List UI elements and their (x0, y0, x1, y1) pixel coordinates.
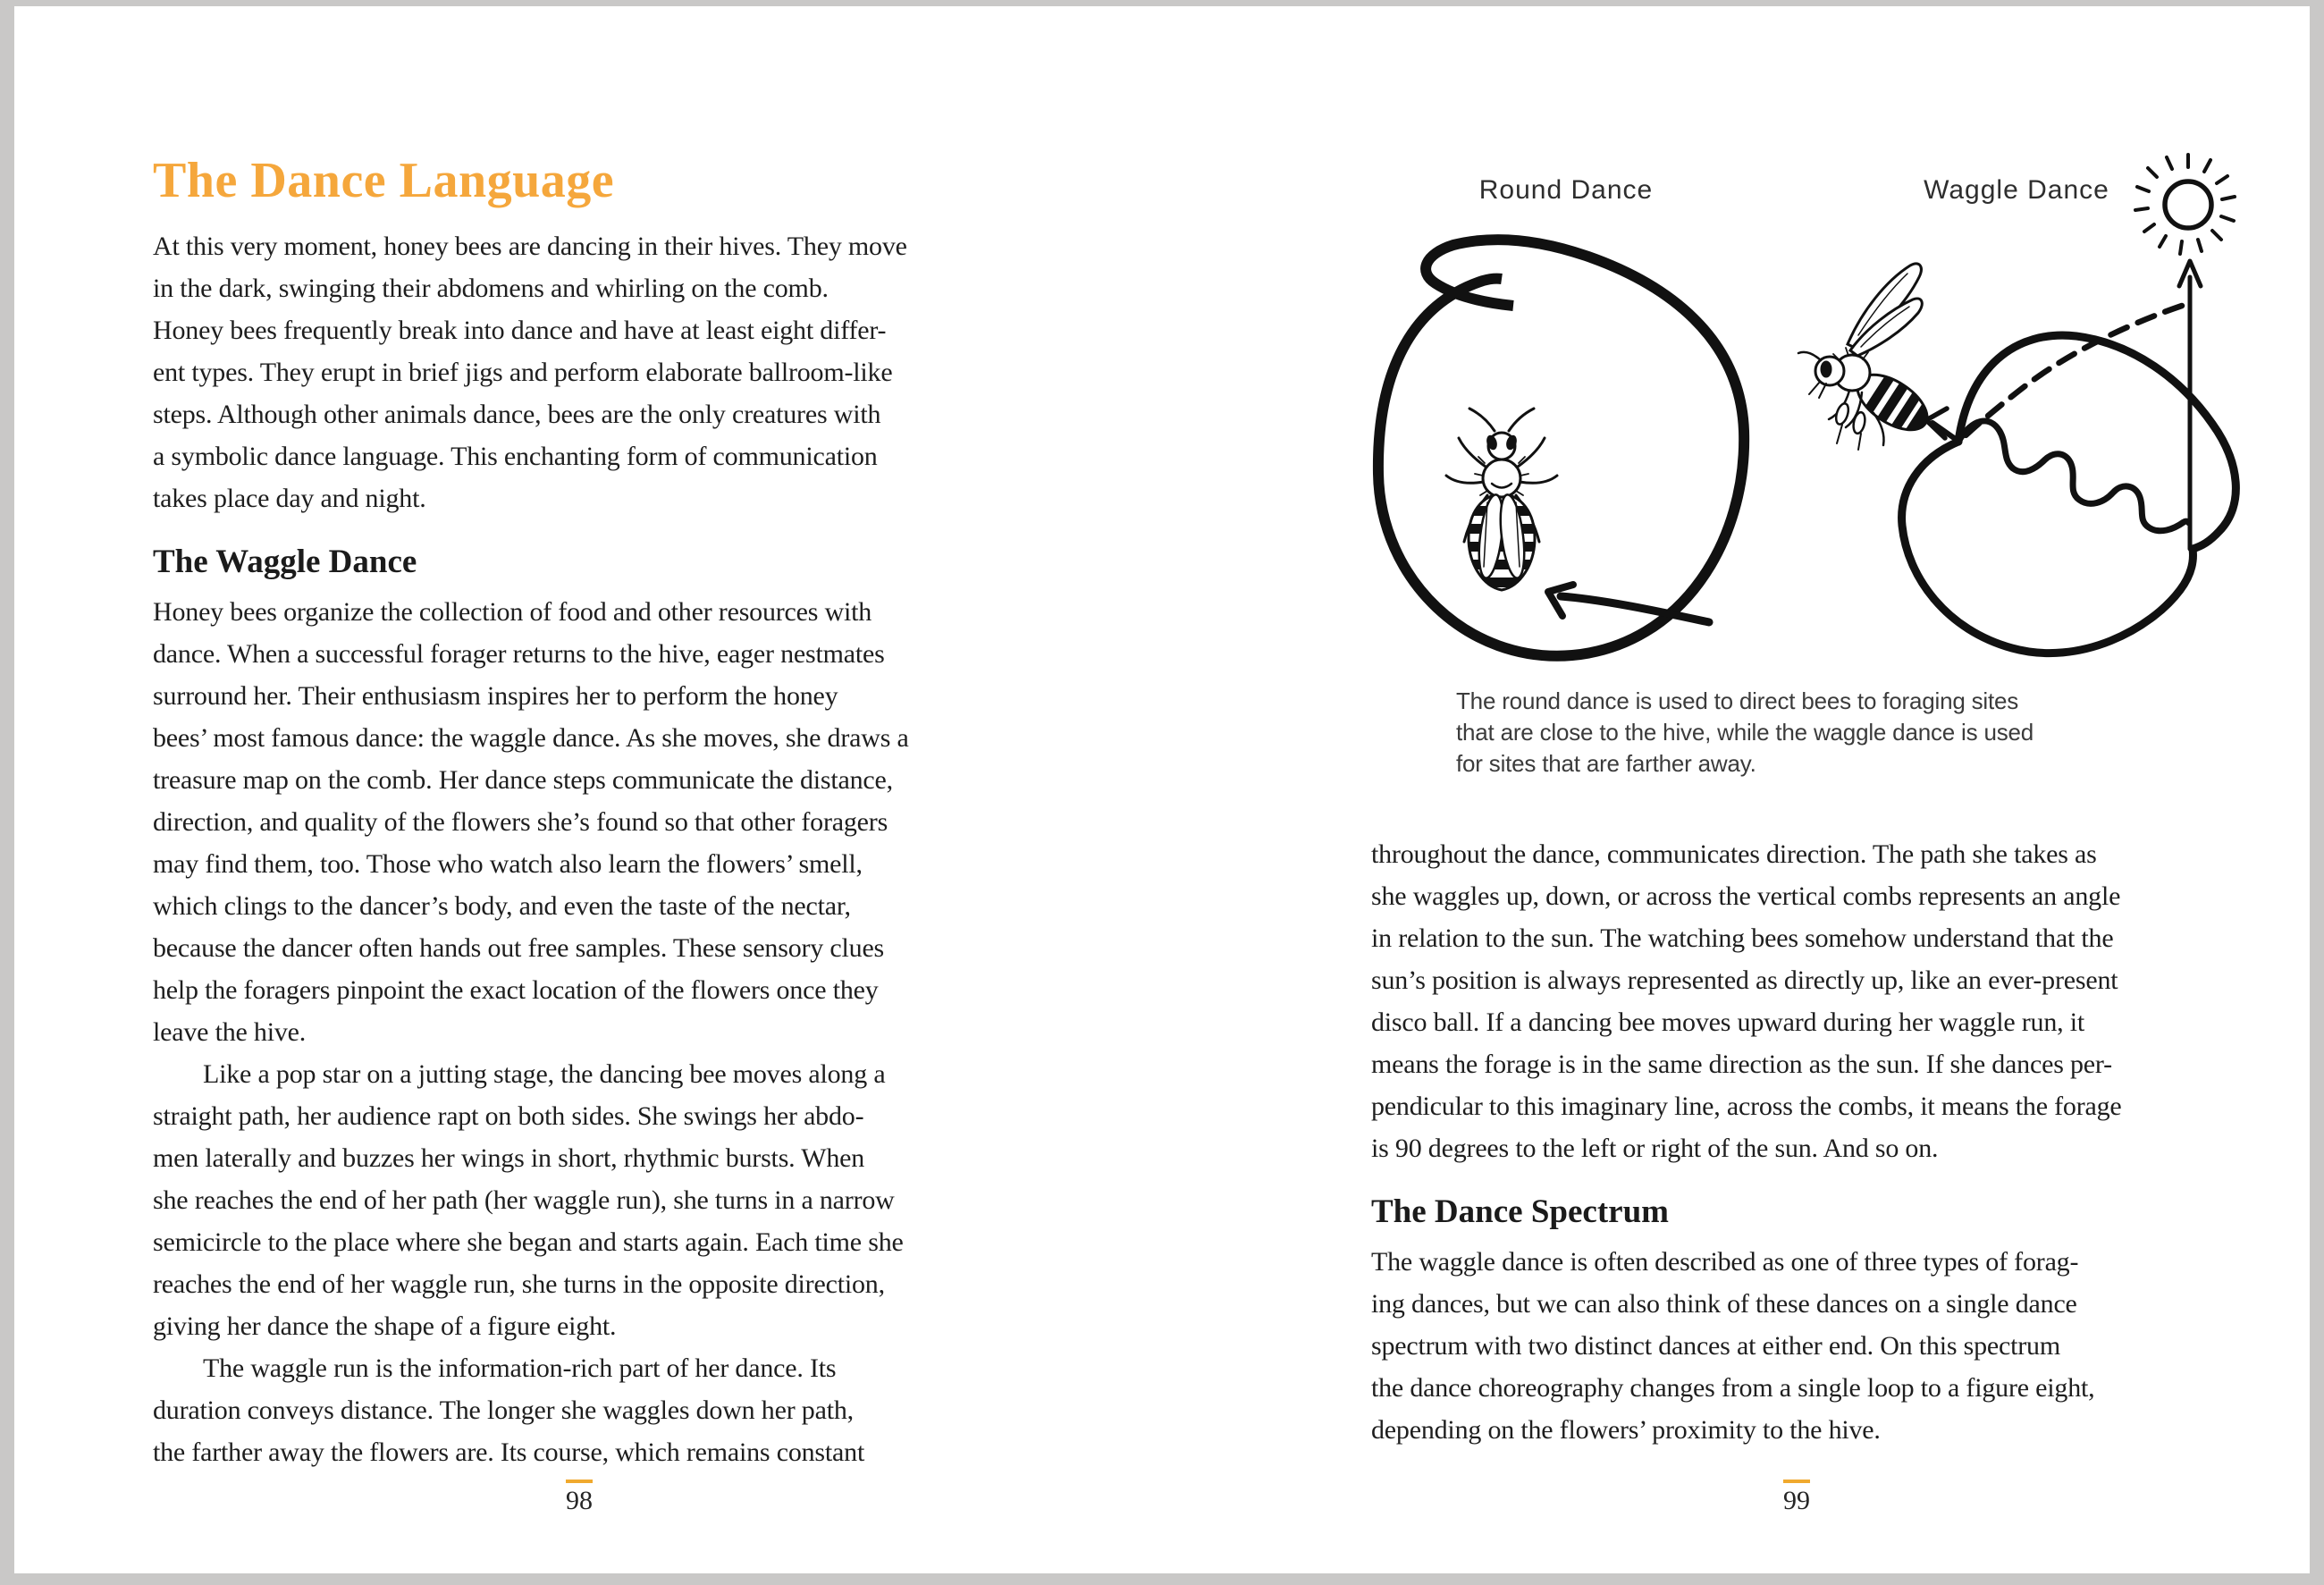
left-page-column (153, 152, 1009, 1473)
text-line: men laterally and buzzes her wings in short, rhythmic bursts. When (153, 1143, 865, 1173)
text-line: At this very moment, honey bees are dancing in their hives. They move (153, 232, 907, 261)
right-page-folio (1734, 1480, 1859, 1514)
text-line: direction, and quality of the flowers she’s found so that other foragers (153, 807, 888, 837)
text-line: duration conveys distance. The longer she waggles down her path, (153, 1395, 854, 1425)
waggle-paragraph-1 (153, 591, 1009, 1053)
text-line: giving her dance the shape of a figure eight. (153, 1311, 617, 1341)
text-line: sun’s position is always represented as directly up, like an ever-present (1371, 965, 2118, 995)
flying-bee-side-view (1798, 264, 1949, 456)
text-line: reaches the end of her waggle run, she turns in the opposite direction, (153, 1269, 885, 1299)
text-line: may find them, too. Those who watch also learn the flowers’ smell, (153, 849, 863, 879)
page-number: 99 (1783, 1486, 1810, 1515)
text-line: surround her. Their enthusiasm inspires her to perform the honey (153, 681, 838, 711)
text-line: the dance choreography changes from a single loop to a figure eight, (1371, 1373, 2095, 1403)
figure-caption (1456, 686, 2135, 780)
intro-paragraph (153, 225, 1009, 519)
text-line: The waggle dance is often described as one of three types of forag- (1371, 1247, 2079, 1277)
text-line: depending on the flowers’ proximity to the hive. (1371, 1415, 1881, 1445)
text-line: ent types. They erupt in brief jigs and perform elaborate ballroom-like (153, 358, 893, 387)
text-line: dance. When a successful forager returns to the hive, eager nestmates (153, 639, 885, 669)
spectrum-paragraph (1371, 1241, 2252, 1451)
text-line: throughout the dance, communicates direction. The path she takes as (1371, 839, 2097, 869)
right-page-column (1371, 833, 2252, 1451)
text-line: help the foragers pinpoint the exact location of the flowers once they (153, 975, 879, 1005)
text-line: she reaches the end of her path (her waggle run), she turns in a narrow (153, 1185, 895, 1215)
waggle-dance-figure-eight (1902, 261, 2236, 653)
text-line: means the forage is in the same direction as the sun. If she dances per- (1371, 1050, 2112, 1079)
text-line: The round dance is used to direct bees to foraging sites (1456, 687, 2019, 714)
sun-icon (2135, 155, 2235, 254)
waggle-dance-label: Waggle Dance (1924, 175, 2109, 205)
text-line: leave the hive. (153, 1017, 307, 1047)
round-dance-label: Round Dance (1478, 175, 1654, 205)
text-line: for sites that are farther away. (1456, 750, 1756, 777)
round-dance-loop (1378, 240, 1744, 656)
chapter-title: The Dance Language (153, 153, 615, 208)
text-line: Like a pop star on a jutting stage, the dancing bee moves along a (203, 1059, 886, 1089)
text-line: because the dancer often hands out free samples. These sensory clues (153, 933, 885, 963)
text-line: steps. Although other animals dance, bees are the only creatures with (153, 400, 881, 429)
text-line: is 90 degrees to the left or right of the sun. And so on. (1371, 1134, 1939, 1163)
dance-diagram-figure (1371, 145, 2285, 672)
text-line: bees’ most famous dance: the waggle dance. As she moves, she draws a (153, 723, 909, 753)
text-line: disco ball. If a dancing bee moves upward during her waggle run, it (1371, 1007, 2085, 1037)
text-line: the farther away the flowers are. Its course, which remains constant (153, 1437, 865, 1467)
text-line: which clings to the dancer’s body, and even the taste of the nectar, (153, 891, 851, 921)
text-line: Honey bees organize the collection of food and other resources with (153, 597, 872, 627)
folio-rule (566, 1480, 593, 1483)
waggle-paragraph-2 (153, 1053, 1009, 1347)
text-line: semicircle to the place where she began and starts again. Each time she (153, 1227, 904, 1257)
text-line: pendicular to this imaginary line, across the combs, it means the forage (1371, 1092, 2122, 1121)
page-number: 98 (566, 1486, 593, 1515)
text-line: that are close to the hive, while the waggle dance is used (1456, 719, 2034, 746)
section-heading-dance-spectrum: The Dance Spectrum (1371, 1193, 1669, 1230)
text-line: ing dances, but we can also think of these dances on a single dance (1371, 1289, 2077, 1319)
direction-paragraph (1371, 833, 2252, 1169)
text-line: a symbolic dance language. This enchanting form of communication (153, 442, 878, 471)
folio-rule (1783, 1480, 1810, 1483)
text-line: takes place day and night. (153, 484, 426, 513)
text-line: Honey bees frequently break into dance and have at least eight differ- (153, 316, 887, 345)
text-line: she waggles up, down, or across the vertical combs represents an angle (1371, 881, 2121, 911)
text-line: straight path, her audience rapt on both sides. She swings her abdo- (153, 1101, 864, 1131)
section-heading-waggle-dance: The Waggle Dance (153, 544, 417, 580)
text-line: treasure map on the comb. Her dance steps communicate the distance, (153, 765, 893, 795)
page-sheet (14, 6, 2310, 1573)
left-page-folio (517, 1480, 642, 1514)
text-line: in relation to the sun. The watching bees somehow understand that the (1371, 923, 2114, 953)
text-line: spectrum with two distinct dances at either end. On this spectrum (1371, 1331, 2060, 1361)
waggle-paragraph-3 (153, 1347, 1009, 1473)
text-line: in the dark, swinging their abdomens and whirling on the comb. (153, 274, 829, 303)
text-line: The waggle run is the information-rich part of her dance. Its (203, 1353, 837, 1383)
dancing-bee-top-view (1446, 409, 1557, 590)
